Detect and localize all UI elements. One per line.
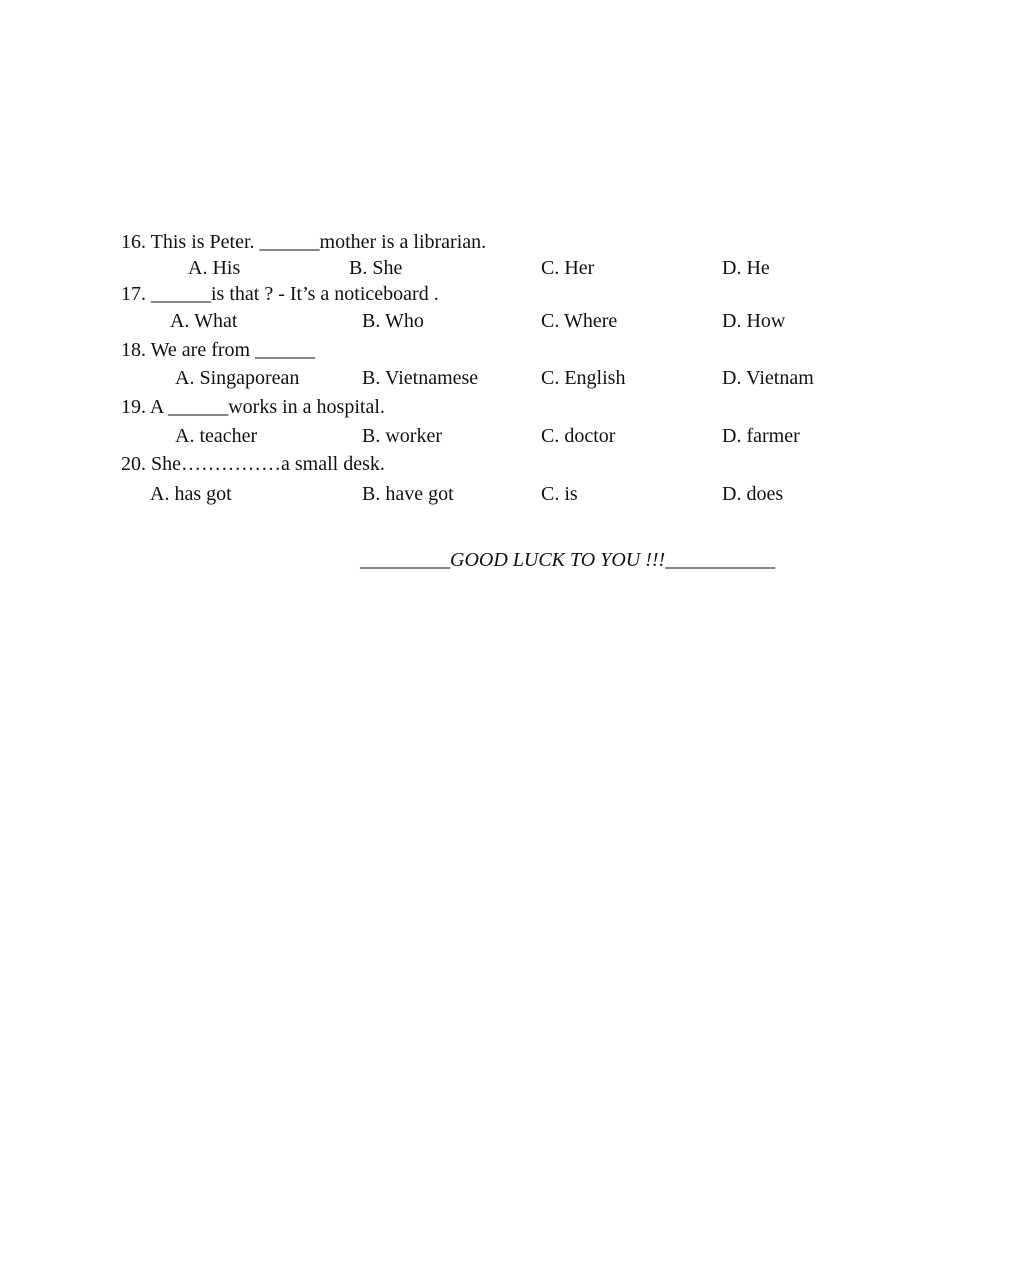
question-16-stem: 16. This is Peter. ______mother is a librarian. xyxy=(121,231,487,253)
question-16-option-a: A. His xyxy=(188,257,241,279)
question-17-option-d: D. How xyxy=(722,310,786,332)
question-20-option-b: B. have got xyxy=(362,483,454,505)
question-17-option-a: A. What xyxy=(170,310,238,332)
question-20-option-d: D. does xyxy=(722,483,784,505)
question-17-stem: 17. ______is that ? - It’s a noticeboard . xyxy=(121,283,439,305)
question-16-option-d: D. He xyxy=(722,257,770,279)
question-16-option-b: B. She xyxy=(349,257,403,279)
question-19-stem: 19. A ______works in a hospital. xyxy=(121,396,385,418)
question-19-option-d: D. farmer xyxy=(722,425,800,447)
question-19-option-b: B. worker xyxy=(362,425,442,447)
good-luck-footer xyxy=(360,548,775,572)
question-18-stem: 18. We are from ______ xyxy=(121,339,316,361)
question-18-option-c: C. English xyxy=(541,367,626,389)
footer-message: GOOD LUCK TO YOU !!! xyxy=(450,549,666,571)
footer-right-rule: ___________ xyxy=(665,549,776,571)
question-19-option-c: C. doctor xyxy=(541,425,616,447)
question-19-option-a: A. teacher xyxy=(175,425,258,447)
question-16-option-c: C. Her xyxy=(541,257,595,279)
question-18-option-a: A. Singaporean xyxy=(175,367,300,389)
question-20-stem: 20. She……………a small desk. xyxy=(121,453,385,475)
footer-left-rule: _________ xyxy=(360,549,450,571)
question-17-option-c: C. Where xyxy=(541,310,618,332)
question-17-option-b: B. Who xyxy=(362,310,424,332)
question-20-option-c: C. is xyxy=(541,483,578,505)
question-20-option-a: A. has got xyxy=(150,483,232,505)
question-18-option-b: B. Vietnamese xyxy=(362,367,479,389)
question-18-option-d: D. Vietnam xyxy=(722,367,814,389)
